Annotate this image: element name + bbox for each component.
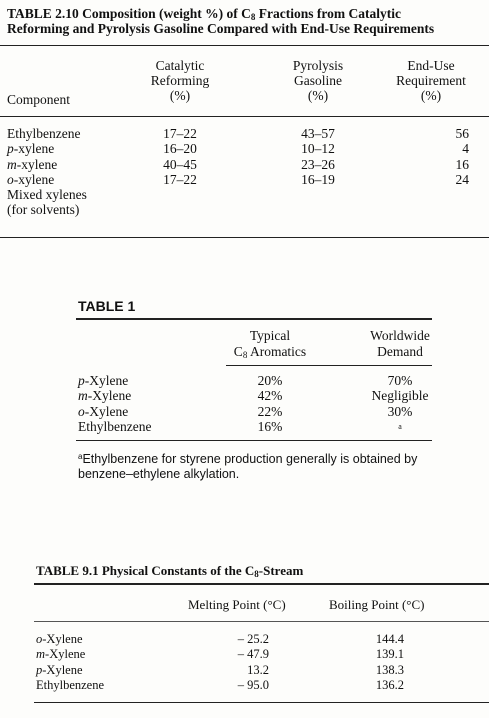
table-row: p-Xylene: [78, 373, 129, 388]
table-2-10-title: [7, 6, 434, 36]
table-9-1-boiling-column: 144.4 139.1 138.3 136.2: [375, 632, 404, 693]
table-9-1-title: TABLE 9.1 Physical Constants of the $C_8$-Stream: [36, 563, 304, 579]
table-row: m-Xylene: [78, 388, 132, 404]
table-9-1-top-rule: [34, 583, 489, 585]
table-2-10-header-rule: [0, 116, 489, 117]
header-boiling-point: Boiling Point (°C): [329, 597, 425, 612]
table-1-top-rule: [76, 318, 432, 320]
header-typical-c8-aromatics: Typical $C_8$ Aromatics: [233, 328, 307, 360]
table-2-10-catalytic-column: 17–22 16–20 40–45 17–22: [163, 126, 197, 187]
table-2-10-title-line2: Reforming and Pyrolysis Gasoline Compared with End-Use Requirements: [7, 21, 435, 36]
table-2-10-component-column: [7, 126, 87, 218]
table-1-demand-column: 70% Negligible 30% a: [371, 373, 429, 431]
header-end-use-requirement: End-Use Requirement (%): [396, 58, 466, 103]
table-row: Ethylbenzene: [78, 418, 152, 434]
table-2-10-title-line1: TABLE 2.10 Composition (weight %) of $C_8$ Fractions from Catalytic: [7, 6, 401, 22]
header-component: Component: [7, 92, 70, 107]
table-row: o-Xylene: [78, 403, 129, 419]
table-row: (for solvents): [7, 202, 80, 218]
table-9-1-bottom-rule: [34, 702, 489, 703]
table-row: o-Xylene: [36, 632, 83, 646]
table-1-title: TABLE 1: [78, 298, 136, 314]
table-row: o-xylene: [7, 171, 55, 187]
table-1-footnote: $^a$Ethylbenzene for styrene production generally is obtained by benzene–ethylene alkylation.: [78, 452, 418, 481]
table-2-10-bottom-rule: [0, 237, 489, 238]
table-2-10-enduse-column: 56 4 16 24: [455, 126, 469, 187]
table-row: m-Xylene: [36, 647, 86, 662]
table-2-10-top-rule: [0, 45, 489, 46]
table-row: Ethylbenzene: [36, 678, 105, 693]
header-catalytic-reforming: Catalytic Reforming (%): [150, 58, 210, 103]
table-9-1-melting-column: – 25.2 – 47.9 13.2 – 95.0: [237, 632, 269, 693]
header-pyrolysis-gasoline: Pyrolysis Gasoline (%): [292, 58, 344, 103]
table-1-bottom-rule: [76, 440, 432, 441]
header-melting-point: Melting Point (°C): [188, 597, 286, 612]
table-1-component-column: [78, 373, 151, 434]
table-9-1-header-rule: [34, 621, 489, 622]
table-row: m-xylene: [7, 156, 58, 172]
table-row: p-xylene: [7, 141, 55, 157]
table-1-typical-column: 20% 42% 22% 16%: [257, 373, 283, 434]
table-row: Ethylbenzene: [7, 126, 81, 141]
table-1-header-rule: [226, 365, 432, 366]
table-row: p-Xylene: [36, 662, 83, 677]
table-9-1-component-column: [36, 632, 104, 694]
header-worldwide-demand: Worldwide Demand: [370, 328, 430, 359]
table-2-10-pyrolysis-column: 43–57 10–12 23–26 16–19: [301, 126, 335, 187]
table-row: Mixed xylenes: [7, 187, 87, 203]
